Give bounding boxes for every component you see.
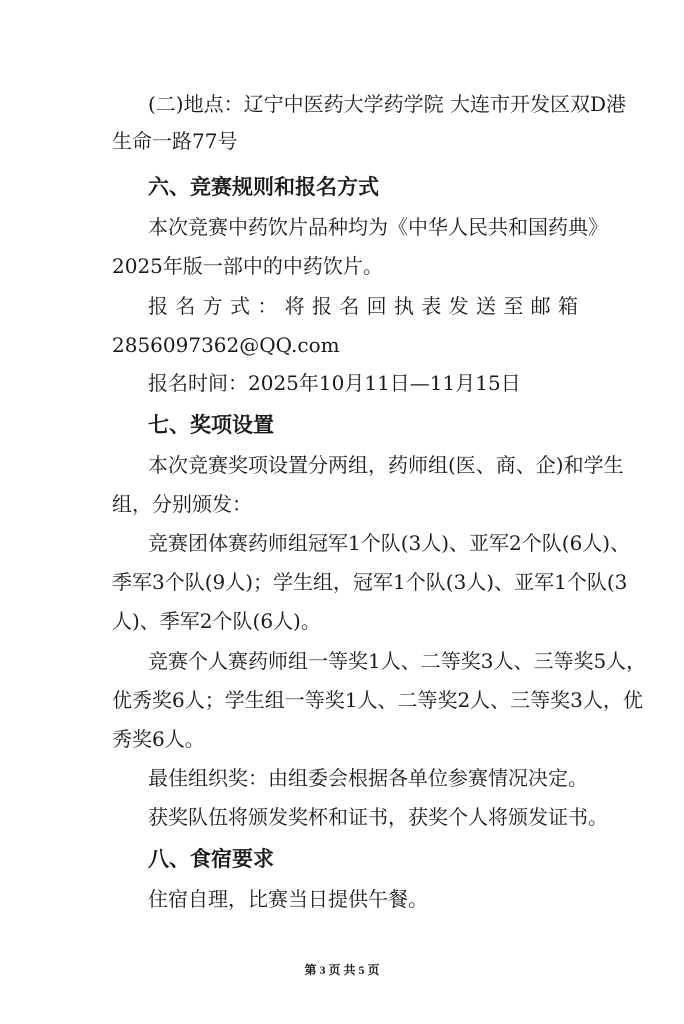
section-7-team-award-line-3: 人)、季军2个队(6人)。 (112, 609, 321, 633)
section-6-signup-time: 报名时间：2025年10月11日—11月15日 (148, 371, 521, 395)
location-line-1: (二)地点：辽宁中医药大学药学院 大连市开发区双D港 (148, 92, 626, 116)
section-7-p1-line-1: 本次竞赛奖项设置分两组，药师组(医、商、企)和学生 (148, 453, 624, 477)
section-6-signup-email: 2856097362@QQ.com (112, 333, 340, 357)
section-7-p1-line-2: 组，分别颁发： (112, 492, 252, 516)
section-8-p1: 住宿自理，比赛当日提供午餐。 (148, 887, 428, 911)
section-7-individual-award-line-2: 优秀奖6人；学生组一等奖1人、二等奖2人、三等奖3人，优 (112, 688, 643, 712)
section-6-p1-line-1: 本次竞赛中药饮片品种均为《中华人民共和国药典》 (148, 215, 608, 239)
section-7-best-organization-award: 最佳组织奖：由组委会根据各单位参赛情况决定。 (148, 766, 588, 790)
section-7-team-award-line-1: 竞赛团体赛药师组冠军1个队(3人)、亚军2个队(6人)、 (148, 531, 631, 555)
section-8-heading: 八、食宿要求 (148, 846, 274, 871)
section-6-p1-line-2: 2025年版一部中的中药饮片。 (112, 254, 383, 278)
section-6-heading: 六、竞赛规则和报名方式 (148, 174, 379, 199)
section-7-individual-award-line-3: 秀奖6人。 (112, 727, 205, 751)
section-7-heading: 七、奖项设置 (148, 412, 274, 437)
section-7-individual-award-line-1: 竞赛个人赛药师组一等奖1人、二等奖3人、三等奖5人， (148, 649, 647, 673)
section-7-team-award-line-2: 季军3个队(9人)；学生组，冠军1个队(3人)、亚军1个队(3 (112, 570, 628, 594)
section-6-signup-method: 报名方式：将报名回执表发送至邮箱 (148, 294, 578, 318)
location-line-2: 生命一路77号 (112, 129, 238, 153)
section-7-award-items: 获奖队伍将颁发奖杯和证书，获奖个人将颁发证书。 (148, 805, 608, 829)
page-indicator: 第 3 页 共 5 页 (304, 963, 380, 977)
